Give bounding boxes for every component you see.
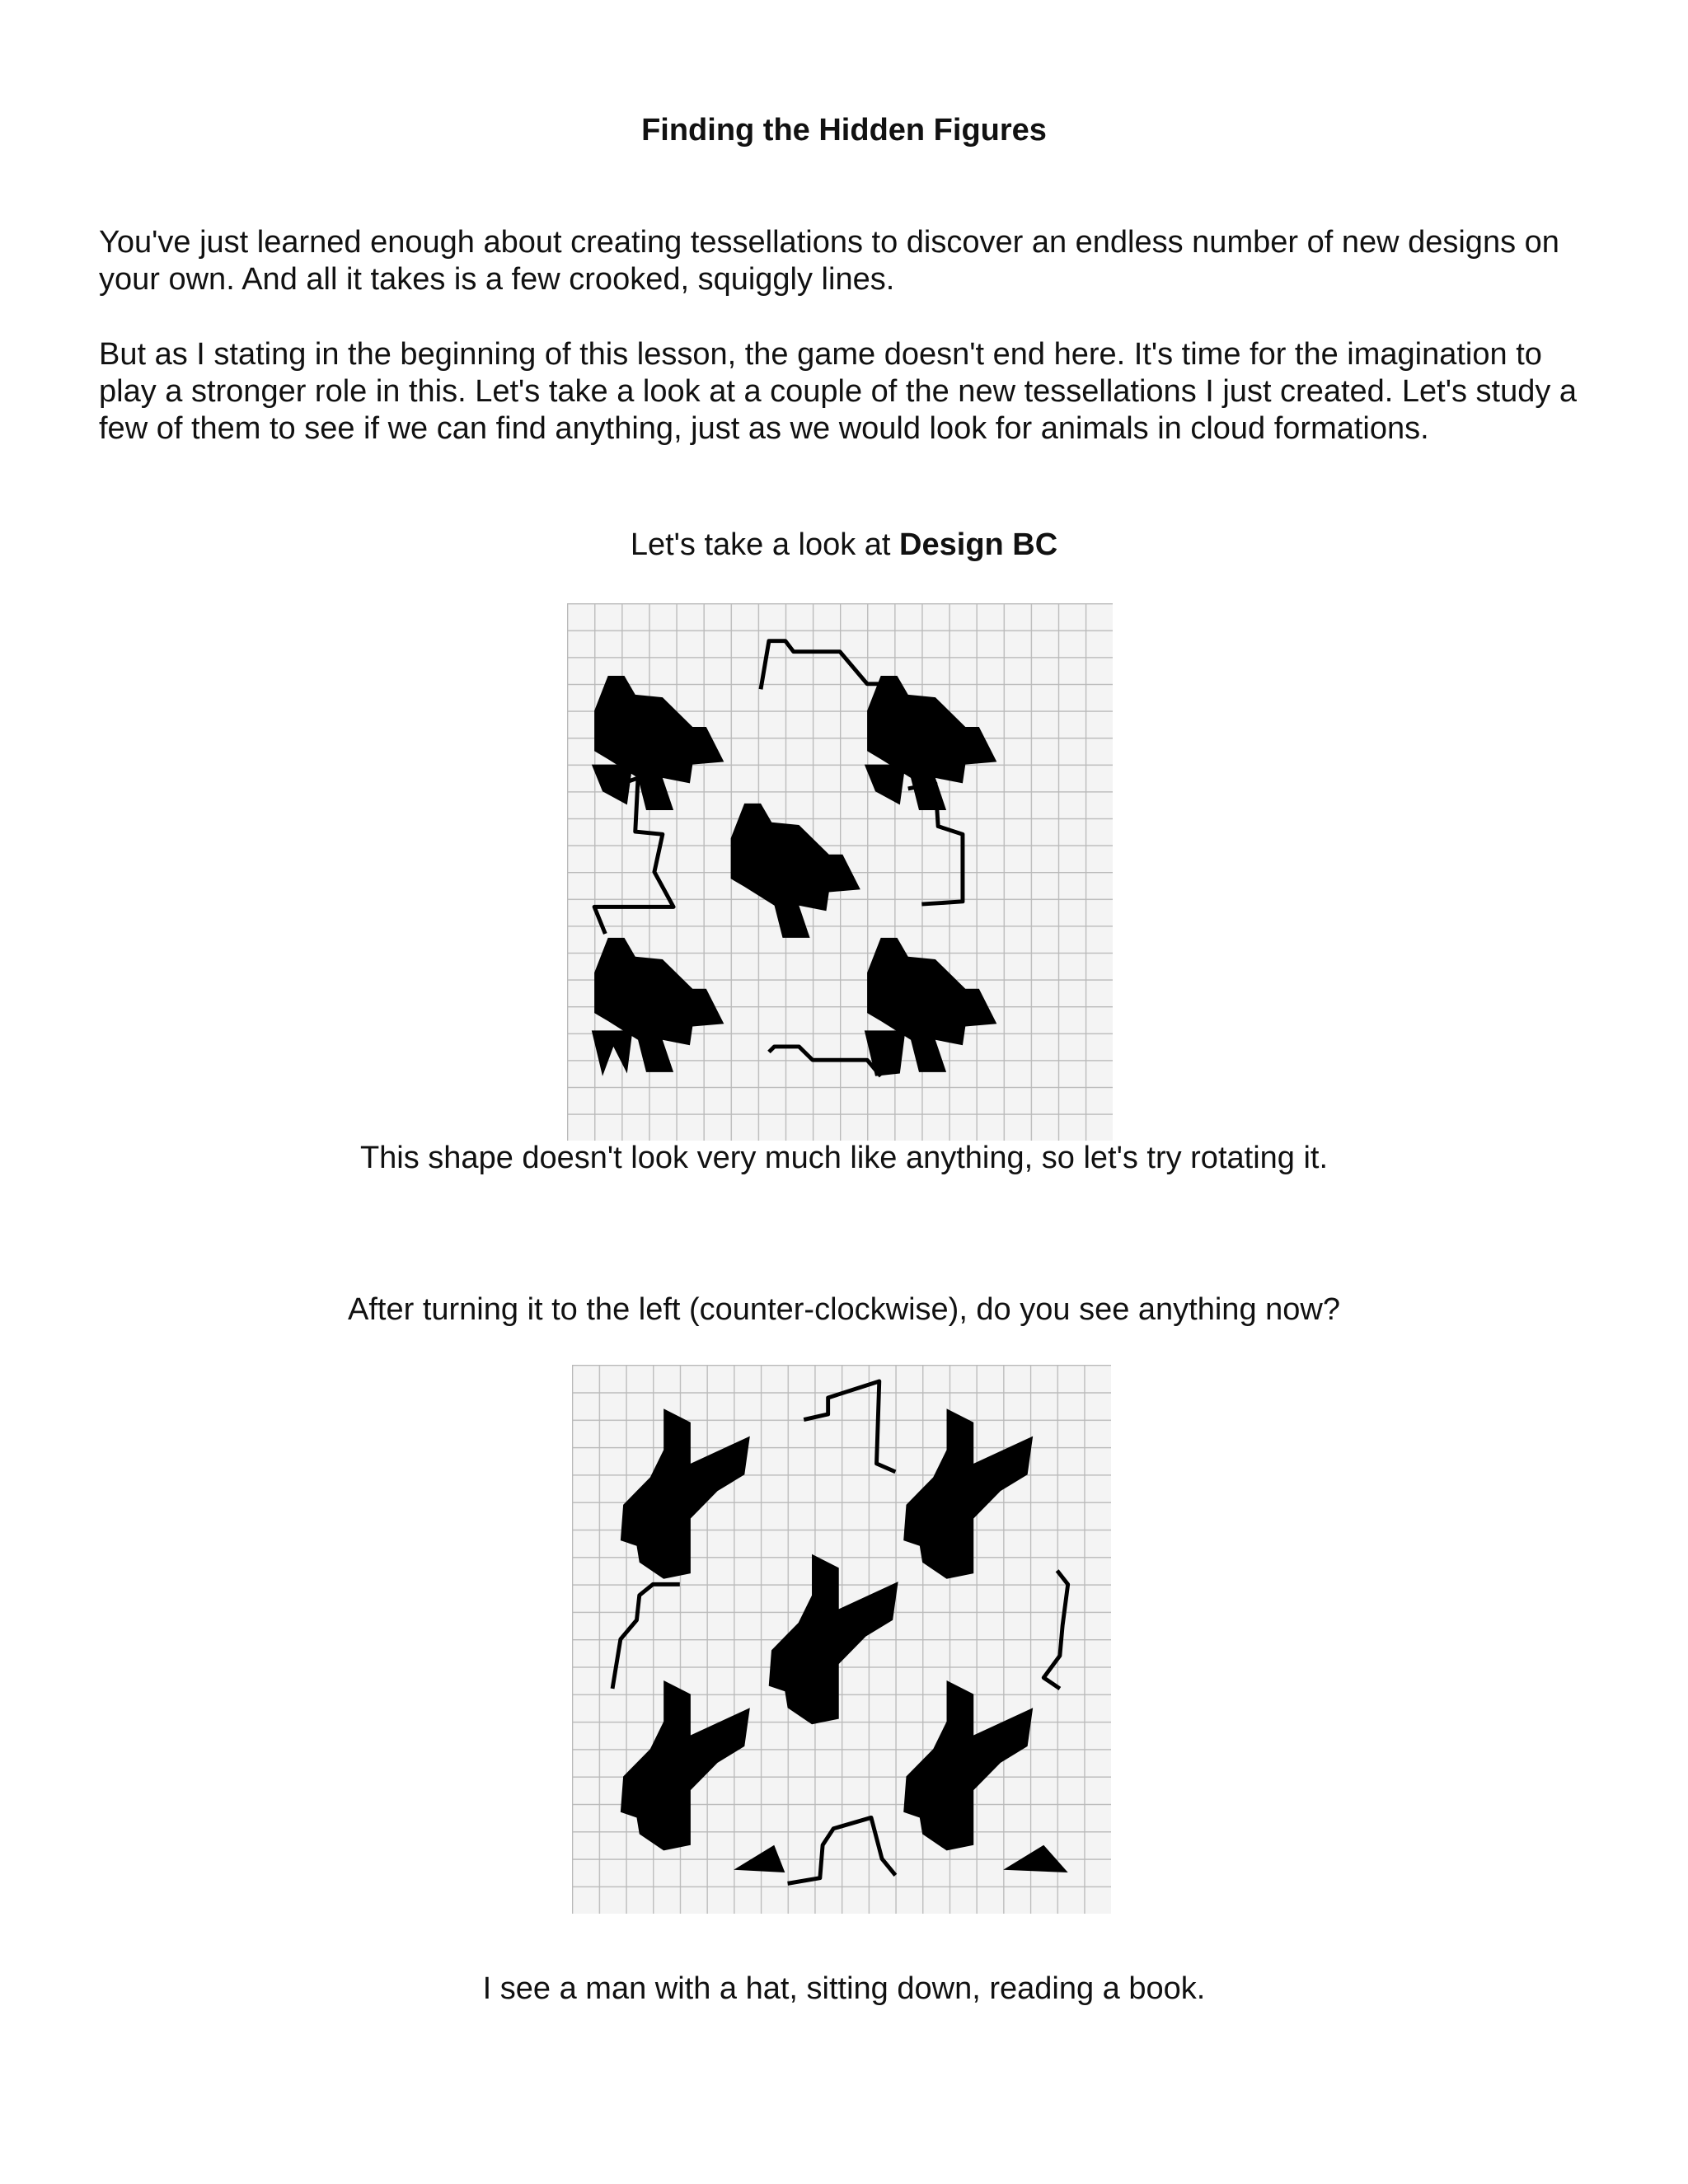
tessellation-design-bc [567,603,1113,1141]
page-title: Finding the Hidden Figures [641,113,1047,148]
design-intro-line [0,526,1688,564]
tessellation-design-bc-drawing [567,603,1113,1141]
tessellation-rotated-drawing [572,1365,1111,1914]
tessellation-design-bc-rotated [572,1365,1111,1914]
intro-rotated: After turning it to the left (counter-clockwise), do you see anything now? [348,1292,1340,1327]
caption-first: This shape doesn't look very much like anything, so let's try rotating it. [359,1141,1329,1175]
design-name: Design BC [899,527,1058,562]
imagination-paragraph: But as I stating in the beginning of this lesson, the game doesn't end here. It's time for the imagination to play a stronger role in this. Let's take a look at a couple of the new tessellations I just created. Let's study a few of them to see if we can find anything, just as we would look for animals in cloud formations. [99,337,1578,446]
caption-rotated: I see a man with a hat, sitting down, reading a book. [482,1971,1206,2006]
intro-paragraph: You've just learned enough about creating tessellations to discover an endless number of new designs on your own. And all it takes is a few crooked, squiggly lines. [99,225,1559,297]
design-intro-prefix: Let's take a look at [630,527,900,562]
